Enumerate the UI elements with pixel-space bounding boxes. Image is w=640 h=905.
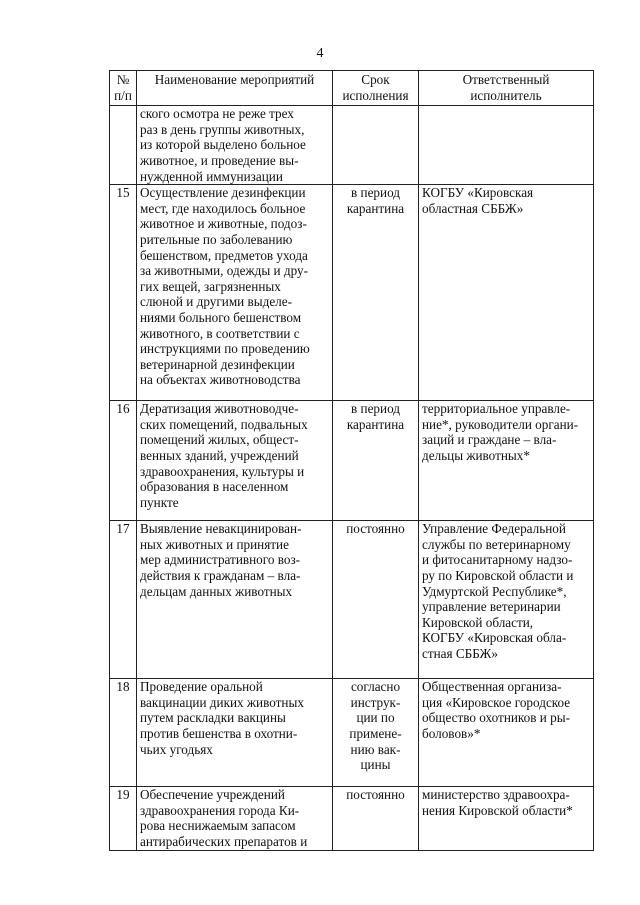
row-number: 15: [110, 185, 137, 401]
cell-line: здравоохранения, культуры и: [140, 463, 305, 479]
cell-line: Обеспечение учреждений: [140, 787, 285, 803]
cell-line: общество охотников и ры-: [422, 710, 570, 726]
term-cell: [333, 185, 419, 401]
header-name: [137, 71, 333, 106]
cell-line: животное и животные, подоз-: [140, 216, 307, 232]
cell-line: управление ветеринарии: [422, 599, 561, 615]
measure-name-cell: [137, 521, 333, 679]
cell-line: ского осмотра не реже трех: [140, 106, 294, 122]
executor-cell: [419, 787, 594, 851]
executor-cell: [419, 679, 594, 787]
cell-line: животного, в соответствии с: [140, 325, 300, 341]
cell-line: ных животных и принятие: [140, 536, 289, 552]
cell-line: в период: [350, 401, 400, 417]
table-row: [110, 106, 594, 185]
table-header-row: [110, 71, 594, 106]
row-number: [110, 106, 137, 185]
cell-line: исполнитель: [470, 87, 542, 103]
cell-line: нужденной иммунизации: [140, 168, 283, 184]
cell-line: министерство здравоохра-: [422, 787, 570, 803]
cell-line: рительные по заболеванию: [140, 231, 293, 247]
cell-line: карантина: [346, 200, 405, 216]
cell-line: венных зданий, учреждений: [140, 447, 299, 463]
cell-line: ветеринарной дезинфекции: [140, 356, 295, 372]
executor-cell: [419, 401, 594, 521]
measure-name-cell: [137, 106, 333, 185]
page-number: 4: [316, 46, 324, 61]
term-cell: [333, 679, 419, 787]
cell-line: рова неснижаемым запасом: [140, 818, 296, 834]
header-number: [110, 71, 137, 106]
cell-line: постоянно: [346, 787, 405, 803]
cell-line: действия к гражданам – вла-: [140, 567, 301, 583]
cell-line: и фитосанитарному надзо-: [422, 552, 573, 568]
cell-line: слюной и другими выделе-: [140, 294, 293, 310]
cell-line: Управление Федеральной: [422, 521, 566, 537]
table-row: [110, 787, 594, 851]
cell-line: инструкциями по проведению: [140, 341, 310, 357]
cell-line: согласно: [350, 679, 401, 695]
cell-line: Осуществление дезинфекции: [140, 185, 306, 201]
table-row: [110, 401, 594, 521]
cell-line: за животными, одежды и дру-: [140, 263, 308, 279]
cell-line: ских помещений, подвальных: [140, 416, 308, 432]
measures-table: [109, 70, 594, 851]
cell-line: Удмуртской Республике*,: [422, 583, 567, 599]
cell-line: Проведение оральной: [140, 679, 263, 695]
term-cell: [333, 106, 419, 185]
cell-line: чьих угодьях: [140, 741, 213, 757]
cell-line: Дератизация животноводче-: [140, 401, 299, 417]
cell-line: Наименование мероприятий: [154, 72, 315, 87]
executor-cell: [419, 106, 594, 185]
cell-line: службы по ветеринарному: [422, 536, 571, 552]
row-number: 17: [110, 521, 137, 679]
cell-line: путем раскладки вакцины: [140, 710, 286, 726]
term-cell: [333, 787, 419, 851]
cell-line: образования в населенном: [140, 479, 289, 495]
cell-line: исполнения: [342, 87, 409, 103]
row-number: 16: [110, 401, 137, 521]
cell-line: цины: [360, 757, 391, 773]
cell-line: Срок: [361, 72, 390, 87]
cell-line: КОГБУ «Кировская: [422, 185, 534, 201]
cell-line: КОГБУ «Кировская обла-: [422, 630, 567, 646]
cell-line: здравоохранения города Ки-: [140, 802, 300, 818]
cell-line: Выявление невакцинирован-: [140, 521, 302, 537]
term-cell: [333, 401, 419, 521]
cell-line: инструк-: [350, 694, 401, 710]
cell-line: раз в день группы животных,: [140, 121, 305, 137]
cell-line: боловов»*: [422, 725, 481, 741]
cell-line: дельцы животных*: [422, 447, 530, 463]
cell-line: животное, и проведение вы-: [140, 152, 299, 168]
row-number: 18: [110, 679, 137, 787]
cell-line: ция «Кировское городское: [422, 694, 571, 710]
cell-line: территориальное управле-: [422, 401, 571, 417]
measure-name-cell: [137, 185, 333, 401]
table-row: [110, 679, 594, 787]
cell-line: на объектах животноводства: [140, 372, 301, 388]
cell-line: примене-: [349, 725, 402, 741]
cell-line: нию вак-: [350, 741, 401, 757]
cell-line: дельцам данных животных: [140, 583, 293, 599]
cell-line: нения Кировской области*: [422, 802, 573, 818]
cell-line: ние*, руководители органи-: [422, 416, 579, 432]
measure-name-cell: [137, 787, 333, 851]
cell-line: гих вещей, загрязненных: [140, 278, 281, 294]
cell-line: из которой выделено больное: [140, 137, 306, 153]
cell-line: ции по: [356, 710, 395, 726]
cell-line: помещений жилых, общест-: [140, 432, 299, 448]
cell-line: мер административного воз-: [140, 552, 301, 568]
header-executor: [419, 71, 594, 106]
cell-line: п/п: [114, 87, 132, 103]
header-term: [333, 71, 419, 106]
cell-line: ру по Кировской области и: [422, 567, 574, 583]
cell-line: №: [116, 72, 130, 87]
row-number: 19: [110, 787, 137, 851]
cell-line: заций и граждане – вла-: [422, 432, 557, 448]
cell-line: пункте: [140, 494, 179, 510]
cell-line: ниями больного бешенством: [140, 309, 302, 325]
executor-cell: [419, 521, 594, 679]
executor-cell: [419, 185, 594, 401]
measure-name-cell: [137, 401, 333, 521]
cell-line: Кировской области,: [422, 614, 534, 630]
cell-line: постоянно: [346, 521, 405, 537]
term-cell: [333, 521, 419, 679]
cell-line: областная СББЖ»: [422, 200, 524, 216]
cell-line: стная СББЖ»: [422, 645, 498, 661]
cell-line: Общественная организа-: [422, 679, 562, 695]
cell-line: против бешенства в охотни-: [140, 725, 298, 741]
cell-line: карантина: [346, 416, 405, 432]
measure-name-cell: [137, 679, 333, 787]
cell-line: вакцинации диких животных: [140, 694, 304, 710]
cell-line: в период: [350, 185, 400, 201]
cell-line: мест, где находилось больное: [140, 200, 306, 216]
cell-line: Ответственный: [462, 72, 550, 87]
table-row: [110, 185, 594, 401]
table-body: [110, 106, 594, 851]
cell-line: антирабических препаратов и: [140, 833, 308, 849]
cell-line: бешенством, предметов ухода: [140, 247, 308, 263]
table-row: [110, 521, 594, 679]
